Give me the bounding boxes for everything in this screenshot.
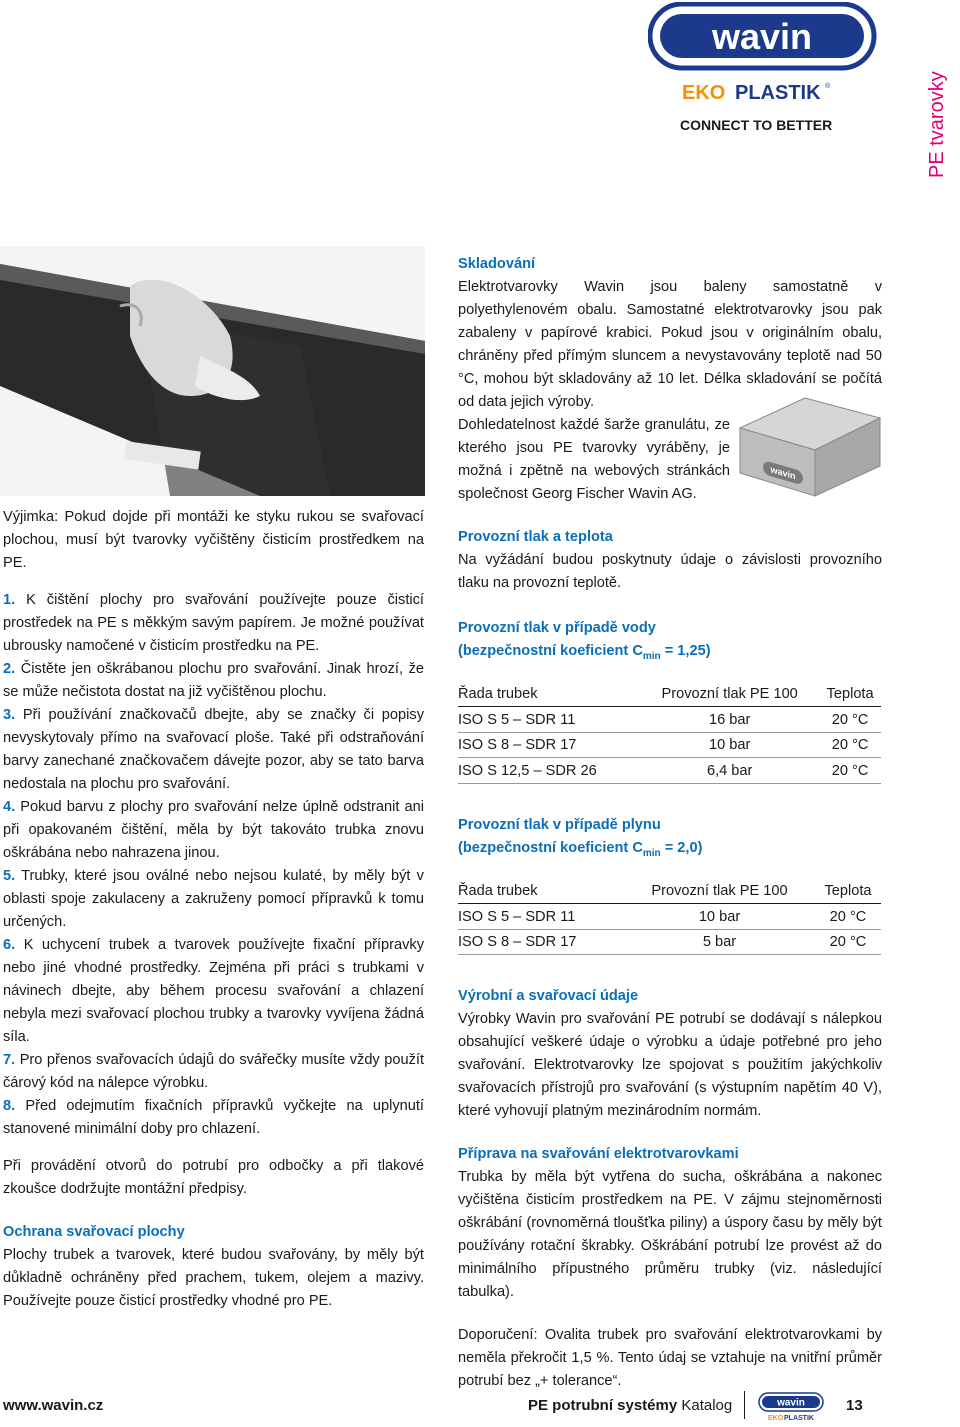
pressure-text: Na vyžádání budou poskytnuty údaje o závislosti provozního tlaku na provozní teplotě. bbox=[458, 552, 882, 591]
svg-text:wavin: wavin bbox=[711, 16, 813, 57]
list-item: 1. K čištění plochy pro svařování používejte pouze čisticí prostředek na PE s měkkým savým papírem. Je možné používat ubrousky namočené v čisticím prostředku na PE. bbox=[3, 592, 424, 654]
svg-text:EKO: EKO bbox=[768, 1415, 784, 1422]
svg-text:wavin: wavin bbox=[777, 1397, 805, 1409]
list-item: 6. K uchycení trubek a tvarovek používejte fixační přípravky nebo jiné vhodné prostředky. Zejména při práci s trubkami v návinech dbejte, aby během procesu svařování a chlazení nebyla mezi svařovací plochou trubky a tvarovky vyvíjena žádná síla. bbox=[3, 937, 424, 1045]
footer-url[interactable]: www.wavin.cz bbox=[3, 1397, 104, 1414]
table-header-row: Řada trubek Provozní tlak PE 100 Teplota bbox=[458, 682, 881, 707]
footer-divider bbox=[744, 1391, 745, 1419]
left-column bbox=[3, 506, 424, 1327]
wavin-box-icon bbox=[735, 388, 885, 498]
svg-text:®: ® bbox=[825, 83, 831, 90]
list-item: 2. Čistěte jen oškrábanou plochu pro svařování. Jinak hrozí, že se může nečistota dostat na již vyčištěnou plochu. bbox=[3, 661, 424, 700]
svg-text:wavin: wavin bbox=[770, 464, 796, 482]
table-row: ISO S 8 – SDR 17 5 bar 20 °C bbox=[458, 929, 881, 955]
table-header-row: Řada trubek Provozní tlak PE 100 Teplota bbox=[458, 879, 881, 904]
prep-text: Trubka by měla být vytřena do sucha, oškrábána a nakonec vyčištěna čisticím prostředkem na PE. V zájmu stejnoměrnosti oškrábání (rovnoměrná tloušťka piliny) a úspory času by měly být používány rotační škrabky. Oškrábání potrubí lze provést až do minimálního přípustného průměru trubky (viz. následující tabulka). bbox=[458, 1169, 882, 1301]
table-row: ISO S 5 – SDR 11 16 bar 20 °C bbox=[458, 707, 881, 733]
prep-heading: Příprava na svařování elektrotvarovkami bbox=[458, 1146, 739, 1163]
protection-heading: Ochrana svařovací plochy bbox=[3, 1224, 185, 1240]
traceability-text: Dohledatelnost každé šarže granulátu, ze kterého jsou PE tvarovky vyráběny, je možná i zpětně na webových stránkách společnost Georg Fischer Wavin AG. bbox=[458, 417, 730, 502]
section-side-label: PE tvarovky bbox=[926, 71, 948, 178]
wavin-ekoplastik-logo bbox=[648, 2, 886, 152]
storage-text: Elektrotvarovky Wavin jsou baleny samostatně v polyethylenovém obalu. Samostatné elektrotvarovky jsou pak zabaleny v papírové krabici. Pokud jsou v originálním obalu, chráněny před přímým sluncem a nevystavovány teplotě nad 50 °C, mohou být skladovány až 10 let. Délka skladování se počítá od data jejich výroby. bbox=[458, 279, 882, 410]
svg-text:EKO: EKO bbox=[682, 82, 726, 104]
svg-text:CONNECT TO BETTER: CONNECT TO BETTER bbox=[680, 117, 833, 133]
gas-pressure-table bbox=[458, 879, 881, 956]
water-pressure-table bbox=[458, 682, 881, 784]
production-text: Výrobky Wavin pro svařování PE potrubí se dodávají s nálepkou obsahující veškeré údaje o výrobku a údaje potřebné pro jeho svařování. Elektrotvarovky lze spojovat s použitím jakýchkoliv svařovacích přístrojů pro svařování (s výstupním napětím 40 V), které vyhovují platným mezinárodním normám. bbox=[458, 1011, 882, 1120]
gas-heading: Provozní tlak v případě plynu (bezpečnostní koeficient $C_{min} = 2,0$) bbox=[458, 816, 703, 859]
pipe-cleaning-photo bbox=[0, 246, 425, 496]
section-side-tab bbox=[916, 58, 960, 208]
list-item: 3. Při používání značkovačů dbejte, aby se značky či popisy nevyskytovaly přímo na svařovací ploše. Také při odstraňování barvy zanechané značkovačem dávejte pozor, aby se tato barva nedostala na plochu pro svařování. bbox=[3, 707, 424, 792]
list-item: 8. Před odejmutím fixačních přípravků vyčkejte na uplynutí stanovené minimální doby pro chlazení. bbox=[3, 1098, 424, 1137]
recommendation-text: Doporučení: Ovalita trubek pro svařování elektrotvarovkami by neměla překročit 1,5 %. Tento údaj se vztahuje na vnitřní průměr potrubí bez „+ tolerance“. bbox=[458, 1327, 882, 1390]
list-item: 5. Trubky, které jsou oválné nebo nejsou kulaté, by měly být v oblasti spoje zakulaceny a zakruženy pomocí přípravků k tomu určených. bbox=[3, 868, 424, 930]
drilling-note: Při provádění otvorů do potrubí pro odbočky a při tlakové zkoušce dodržujte montážní předpisy. bbox=[3, 1158, 424, 1197]
list-item: 7. Pro přenos svařovacích údajů do svářečky musíte vždy použít čárový kód na nálepce výrobku. bbox=[3, 1052, 424, 1091]
production-heading: Výrobní a svařovací údaje bbox=[458, 988, 639, 1005]
exception-note: Výjimka: Pokud dojde při montáži ke styku rukou se svařovací plochou, musí být tvarovky vyčištěny čisticím prostředkem na PE. bbox=[3, 509, 424, 571]
water-heading: Provozní tlak v případě vody (bezpečnostní koeficient $C_{min} = 1,25$) bbox=[458, 620, 711, 662]
list-item: 4. Pokud barvu z plochy pro svařování nelze úplně odstranit ani při opakovaném čištění, měla by být takováto trubka znovu oškrábána nebo nahrazena jinou. bbox=[3, 799, 424, 861]
svg-text:PLASTIK: PLASTIK bbox=[735, 82, 821, 104]
table-row: ISO S 8 – SDR 17 10 bar 20 °C bbox=[458, 732, 881, 758]
table-row: ISO S 5 – SDR 11 10 bar 20 °C bbox=[458, 904, 881, 930]
protection-text: Plochy trubek a tvarovek, které budou svařovány, by měly být důkladně ochráněny před prachem, tukem, olejem a mazivy. Používejte pouze čisticí prostředky vhodné pro PE. bbox=[3, 1247, 424, 1309]
storage-heading: Skladování bbox=[458, 256, 536, 272]
svg-text:PLASTIK: PLASTIK bbox=[784, 1415, 814, 1422]
cleaning-steps-list bbox=[3, 589, 424, 1141]
table-row: ISO S 12,5 – SDR 26 6,4 bar 20 °C bbox=[458, 758, 881, 784]
page-number: 13 bbox=[846, 1397, 863, 1414]
footer-catalog-title: PE potrubní systémy Katalog bbox=[528, 1397, 733, 1414]
footer-wavin-logo bbox=[758, 1392, 824, 1422]
pressure-heading: Provozní tlak a teplota bbox=[458, 529, 613, 545]
